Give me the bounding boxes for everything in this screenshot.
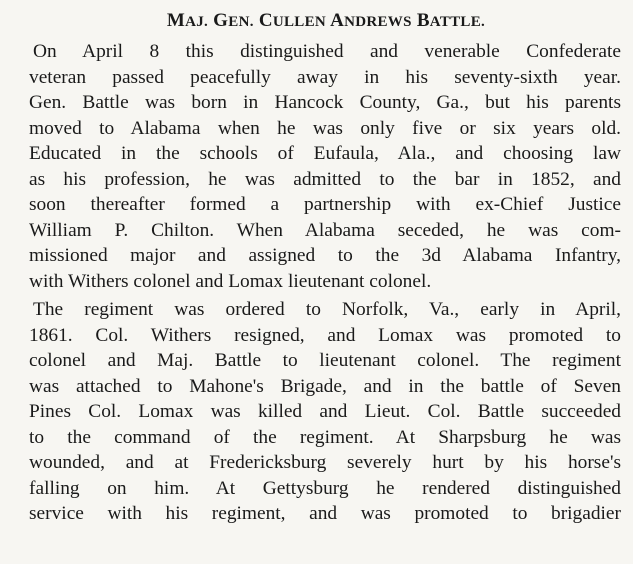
text-line: veteran passed peacefully away in his seventy-sixth year. — [29, 66, 621, 88]
article-title: MAJ. GEN. CULLEN ANDREWS BATTLE. — [166, 10, 486, 31]
text-line: moved to Alabama when he was only five or six years old. — [29, 117, 621, 139]
text-line: 1861. Col. Withers resigned, and Lomax was promoted to — [29, 324, 621, 346]
text-line: The regiment was ordered to Norfolk, Va., early in April, — [33, 299, 621, 320]
paragraph-1 — [29, 39, 621, 294]
text-line: colonel and Maj. Battle to lieutenant colonel. The regiment — [29, 350, 621, 371]
text-line: On April 8 this distinguished and venerable Confederate — [33, 41, 621, 62]
text-line: Educated in the schools of Eufaula, Ala., and choosing law — [29, 143, 621, 164]
text-line: was attached to Mahone's Brigade, and in the battle of Seven — [29, 375, 621, 397]
text-line: wounded, and at Fredericksburg severely hurt by his horse's — [29, 452, 621, 473]
text-line: missioned major and assigned to the 3d Alabama Infantry, — [29, 245, 621, 266]
text-line: Gen. Battle was born in Hancock County, Ga., but his parents — [29, 92, 621, 113]
text-line: to the command of the regiment. At Sharpsburg he was — [29, 426, 621, 448]
text-line: Pines Col. Lomax was killed and Lieut. Col. Battle succeeded — [29, 401, 621, 422]
text-line: William P. Chilton. When Alabama seceded, he was com- — [29, 219, 621, 241]
text-line: with Withers colonel and Lomax lieutenant colonel. — [29, 270, 432, 292]
text-line: service with his regiment, and was promoted to brigadier — [29, 503, 621, 524]
paragraph-2 — [29, 297, 621, 527]
text-line: as his profession, he was admitted to the bar in 1852, and — [29, 168, 621, 190]
text-line: soon thereafter formed a partnership with ex-Chief Justice — [29, 194, 621, 215]
text-line: falling on him. At Gettysburg he rendered distinguished — [29, 477, 621, 499]
